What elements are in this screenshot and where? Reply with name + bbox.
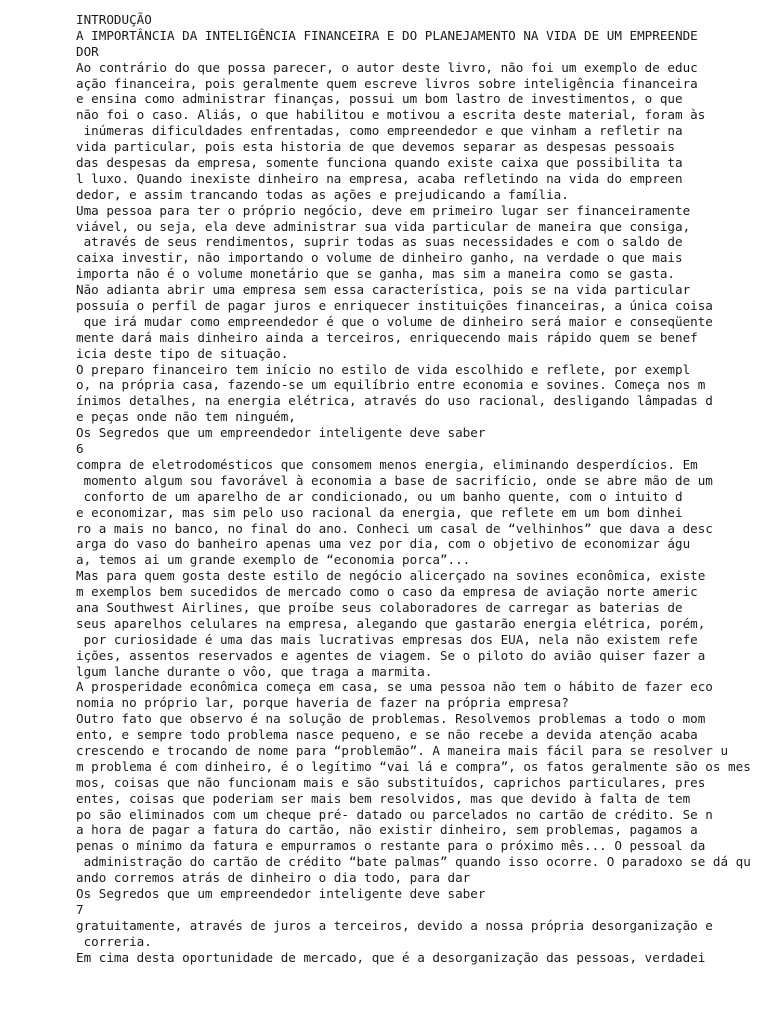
text-line: arga do vaso do banheiro apenas uma vez por dia, com o objetivo de economizar águ — [76, 536, 691, 552]
text-line: Não adianta abrir uma empresa sem essa característica, pois se na vida particular — [76, 282, 691, 298]
text-line: lgum lanche durante o vôo, que traga a marmita. — [76, 663, 433, 679]
text-line: m problema é com dinheiro, é o legítimo “vai lá e compra”, os fatos geralmente são os mes — [76, 758, 751, 774]
text-line: o, na própria casa, fazendo-se um equilíbrio entre economia e sovines. Começa nos m — [76, 377, 706, 393]
text-line: Em cima desta oportunidade de mercado, que é a desorganização das pessoas, verdadei — [76, 949, 706, 965]
text-line: por curiosidade é uma das mais lucrativas empresas dos EUA, nela não existem refe — [76, 631, 698, 647]
text-line: e economizar, mas sim pelo uso racional da energia, que reflete em um bom dinhei — [76, 504, 683, 520]
text-line: Os Segredos que um empreendedor inteligente deve saber — [76, 425, 486, 441]
document-text-body — [76, 12, 766, 965]
text-line: momento algum sou favorável à economia a base de sacrifício, onde se abre mão de um — [76, 472, 713, 488]
text-line: A IMPORTÂNCIA DA INTELIGÊNCIA FINANCEIRA E DO PLANEJAMENTO NA VIDA DE UM EMPREENDE — [76, 27, 698, 43]
text-line: ana Southwest Airlines, que proíbe seus colaboradores de carregar as baterias de — [76, 599, 683, 615]
text-line: ação financeira, pois geralmente quem escreve livros sobre inteligência financeira — [76, 75, 698, 91]
text-line: e peças onde não tem ninguém, — [76, 409, 296, 425]
text-line: inúmeras dificuldades enfrentadas, como empreendedor e que vinham a refletir na — [76, 123, 683, 139]
text-line: ições, assentos reservados e agentes de viagem. Se o piloto do avião quiser fazer a — [76, 647, 706, 663]
text-line: vida particular, pois esta historia de que devemos separar as despesas pessoais — [76, 139, 675, 155]
text-line: Mas para quem gosta deste estilo de negócio alicerçado na sovines econômica, existe — [76, 568, 706, 584]
text-line: a, temos ai um grande exemplo de “economia porca”... — [76, 552, 471, 568]
text-line: conforto de um aparelho de ar condicionado, ou um banho quente, com o intuito d — [76, 488, 683, 504]
text-line: Os Segredos que um empreendedor inteligente deve saber — [76, 885, 486, 901]
text-line: e ensina como administrar finanças, possui um bom lastro de investimentos, o que — [76, 91, 683, 107]
text-line: ento, e sempre todo problema nasce pequeno, e se não recebe a devida atenção acaba — [76, 727, 698, 743]
text-line: A prosperidade econômica começa em casa, se uma pessoa não tem o hábito de fazer eco — [76, 679, 713, 695]
text-line: a hora de pagar a fatura do cartão, não existir dinheiro, sem problemas, pagamos a — [76, 822, 698, 838]
text-line: correria. — [76, 933, 152, 949]
text-line: que irá mudar como empreendedor é que o volume de dinheiro será maior e conseqüente — [76, 313, 713, 329]
text-line: seus aparelhos celulares na empresa, alegando que gastarão energia elétrica, porém, — [76, 615, 706, 631]
text-line: mente dará mais dinheiro ainda a terceiros, enriquecendo mais rápido quem se benef — [76, 329, 698, 345]
text-line: nomia no próprio lar, porque haveria de fazer na própria empresa? — [76, 695, 569, 711]
text-line: Uma pessoa para ter o próprio negócio, deve em primeiro lugar ser financeiramente — [76, 202, 691, 218]
text-line: penas o mínimo da fatura e empurramos o restante para o próximo mês... O pessoal da — [76, 838, 706, 854]
text-line: não foi o caso. Aliás, o que habilitou e motivou a escrita deste material, foram às — [76, 107, 706, 123]
text-line: mos, coisas que não funcionam mais e são substituídos, caprichos particulares, pres — [76, 774, 706, 790]
text-line: po são eliminados com um cheque pré- datado ou parcelados no cartão de crédito. Se n — [76, 806, 713, 822]
text-line: dedor, e assim trancando todas as ações e prejudicando a família. — [76, 186, 569, 202]
text-line: através de seus rendimentos, suprir todas as suas necessidades e com o saldo de — [76, 234, 683, 250]
text-line: viável, ou seja, ela deve administrar sua vida particular de maneira que consiga, — [76, 218, 691, 234]
text-line: m exemplos bem sucedidos de mercado como o caso da empresa de aviação norte americ — [76, 584, 698, 600]
text-line: entes, coisas que poderiam ser mais bem resolvidos, mas que devido à falta de tem — [76, 790, 691, 806]
text-line: l luxo. Quando inexiste dinheiro na empresa, acaba refletindo na vida do empreen — [76, 170, 683, 186]
text-line: importa não é o volume monetário que se ganha, mas sim a maneira como se gasta. — [76, 266, 675, 282]
text-line: 7 — [76, 901, 84, 917]
text-line: administração do cartão de crédito “bate palmas” quando isso ocorre. O paradoxo se dá qu — [76, 854, 751, 870]
text-line: compra de eletrodomésticos que consomem menos energia, eliminando desperdícios. Em — [76, 456, 698, 472]
text-line: O preparo financeiro tem início no estilo de vida escolhido e reflete, por exempl — [76, 361, 691, 377]
text-line: crescendo e trocando de nome para “problemão”. A maneira mais fácil para se resolver u — [76, 742, 729, 758]
text-line: icia deste tipo de situação. — [76, 345, 289, 361]
text-line: ínimos detalhes, na energia elétrica, através do uso racional, desligando lâmpadas d — [76, 393, 713, 409]
text-line: INTRODUÇÃO — [76, 12, 152, 27]
text-line: caixa investir, não importando o volume de dinheiro ganho, na verdade o que mais — [76, 250, 683, 266]
text-line: Outro fato que observo é na solução de problemas. Resolvemos problemas a todo o mom — [76, 711, 706, 727]
text-line: gratuitamente, através de juros a terceiros, devido a nossa própria desorganização e — [76, 917, 713, 933]
text-line: DOR — [76, 43, 99, 59]
text-line: ando corremos atrás de dinheiro o dia todo, para dar — [76, 870, 471, 886]
text-line: Ao contrário do que possa parecer, o autor deste livro, não foi um exemplo de educ — [76, 59, 698, 75]
text-line: das despesas da empresa, somente funciona quando existe caixa que possibilita ta — [76, 155, 683, 171]
text-line: possuía o perfil de pagar juros e enriquecer instituições financeiras, a única coisa — [76, 298, 713, 314]
text-line: ro a mais no banco, no final do ano. Conheci um casal de “velhinhos” que dava a desc — [76, 520, 713, 536]
text-line: 6 — [76, 441, 84, 457]
